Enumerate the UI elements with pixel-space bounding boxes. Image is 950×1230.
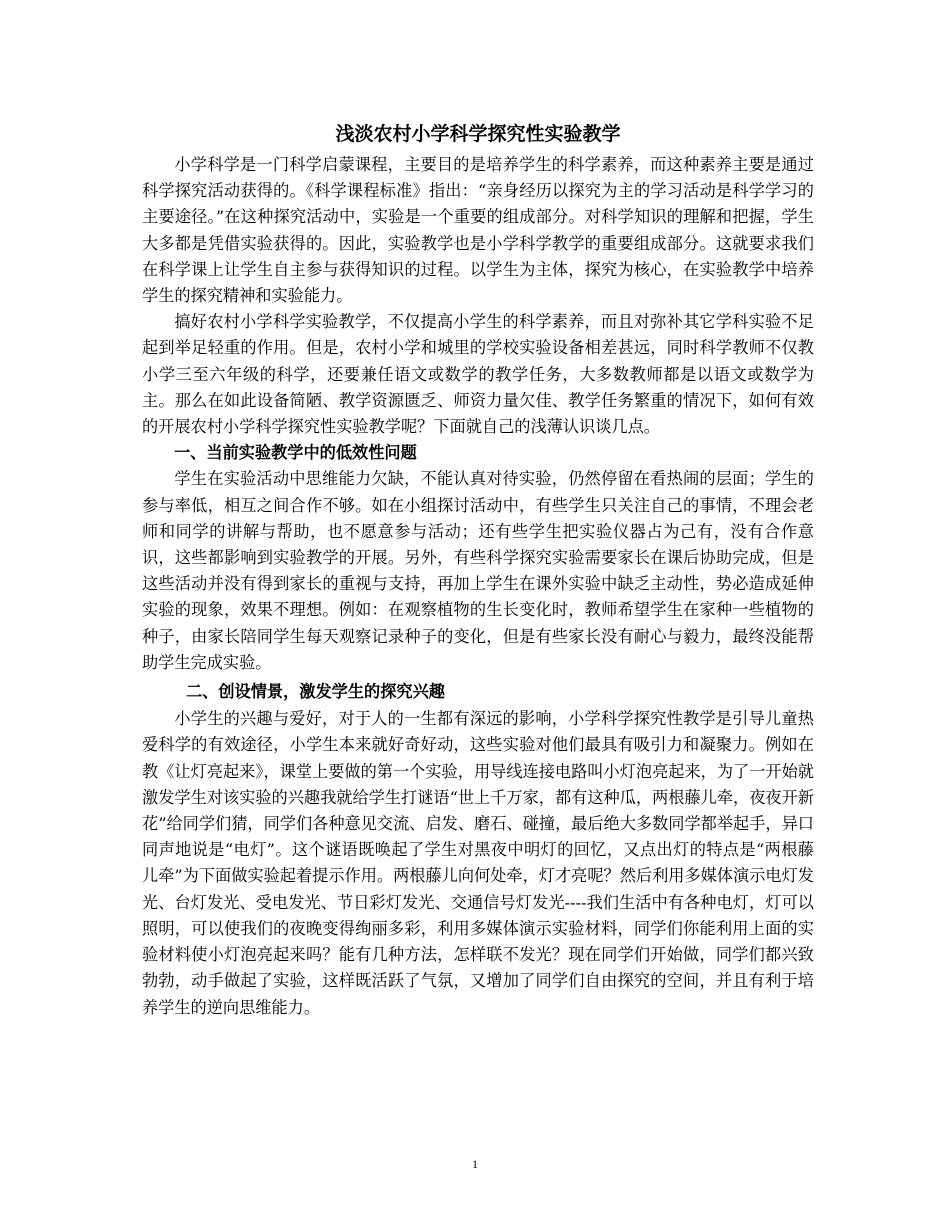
intro-paragraph-1: 小学科学是一门科学启蒙课程，主要目的是培养学生的科学素养，而这种素养主要是通过科学探究活动获得的。《科学课程标准》指出：“亲身经历以探究为主的学习活动是科学学习的主要途径。”在这种探究活动中，实验是一个重要的组成部分。对科学知识的理解和把握，学生大多都是凭借实验获得的。因此，实验教学也是小学科学教学的重要组成部分。这就要求我们在科学课上让学生自主参与获得知识的过程。以学生为主体，探究为核心，在实验教学中培养学生的探究精神和实验能力。 [142,155,814,306]
section-heading-1: 一、当前实验教学中的低效性问题 [174,443,417,463]
intro-paragraph-2: 搞好农村小学科学实验教学，不仅提高小学生的科学素养，而且对弥补其它学科实验不足起到举足轻重的作用。但是，农村小学和城里的学校实验设备相差甚远，同时科学教师不仅教小学三至六年级的科学，还要兼任语文或数学的教学任务，大多数教师都是以语文或数学为主。那么在如此设备简陋、教学资源匮乏、师资力量欠佳、教学任务繁重的情况下，如何有效的开展农村小学科学探究性实验教学呢？下面就自己的浅薄认识谈几点。 [142,312,814,437]
document-title: 浅淡农村小学科学探究性实验教学 [335,123,621,145]
page-number: 1 [472,1157,478,1171]
section-1-paragraph: 学生在实验活动中思维能力欠缺，不能认真对待实验，仍然停留在看热闹的层面；学生的参与率低，相互之间合作不够。如在小组探讨活动中，有些学生只关注自己的事情，不理会老师和同学的讲解与帮助，也不愿意参与活动；还有些学生把实验仪器占为己有，没有合作意识，这些都影响到实验教学的开展。另外，有些科学探究实验需要家长在课后协助完成，但是这些活动并没有得到家长的重视与支持，再加上学生在课外实验中缺乏主动性，势必造成延伸实验的现象，效果不理想。例如：在观察植物的生长变化时，教师希望学生在家种一些植物的种子，由家长陪同学生每天观察记录种子的变化，但是有些家长没有耐心与毅力，最终没能帮助学生完成实验。 [142,469,814,672]
section-heading-2: 二、创设情景，激发学生的探究兴趣 [186,682,445,702]
section-2-paragraph: 小学生的兴趣与爱好，对于人的一生都有深远的影响，小学科学探究性教学是引导儿童热爱科学的有效途径，小学生本来就好奇好动，这些实验对他们最具有吸引力和凝聚力。例如在教《让灯亮起来》，课堂上要做的第一个实验，用导线连接电路叫小灯泡亮起来，为了一开始就激发学生对该实验的兴趣我就给学生打谜语“世上千万家，都有这种瓜，两根藤儿牵，夜夜开新花”给同学们猜，同学们各种意见交流、启发、磨石、碰撞，最后绝大多数同学都举起手，异口同声地说是“电灯”。这个谜语既唤起了学生对黑夜中明灯的回忆，又点出灯的特点是“两根藤儿牵”为下面做实验起着提示作用。两根藤儿向何处牵，灯才亮呢？然后利用多媒体演示电灯发光、台灯发光、受电发光、节日彩灯发光、交通信号灯发光----我们生活中有各种电灯，灯可以照明，可以使我们的夜晚变得绚丽多彩，利用多媒体演示实验材料，同学们你能利用上面的实验材料使小灯泡亮起来吗？能有几种方法，怎样联不发光？现在同学们开始做，同学们都兴致勃勃，动手做起了实验，这样既活跃了气氛，又增加了同学们自由探究的空间，并且有利于培养学生的逆向思维能力。 [142,709,814,1017]
document-body [142,118,814,1021]
